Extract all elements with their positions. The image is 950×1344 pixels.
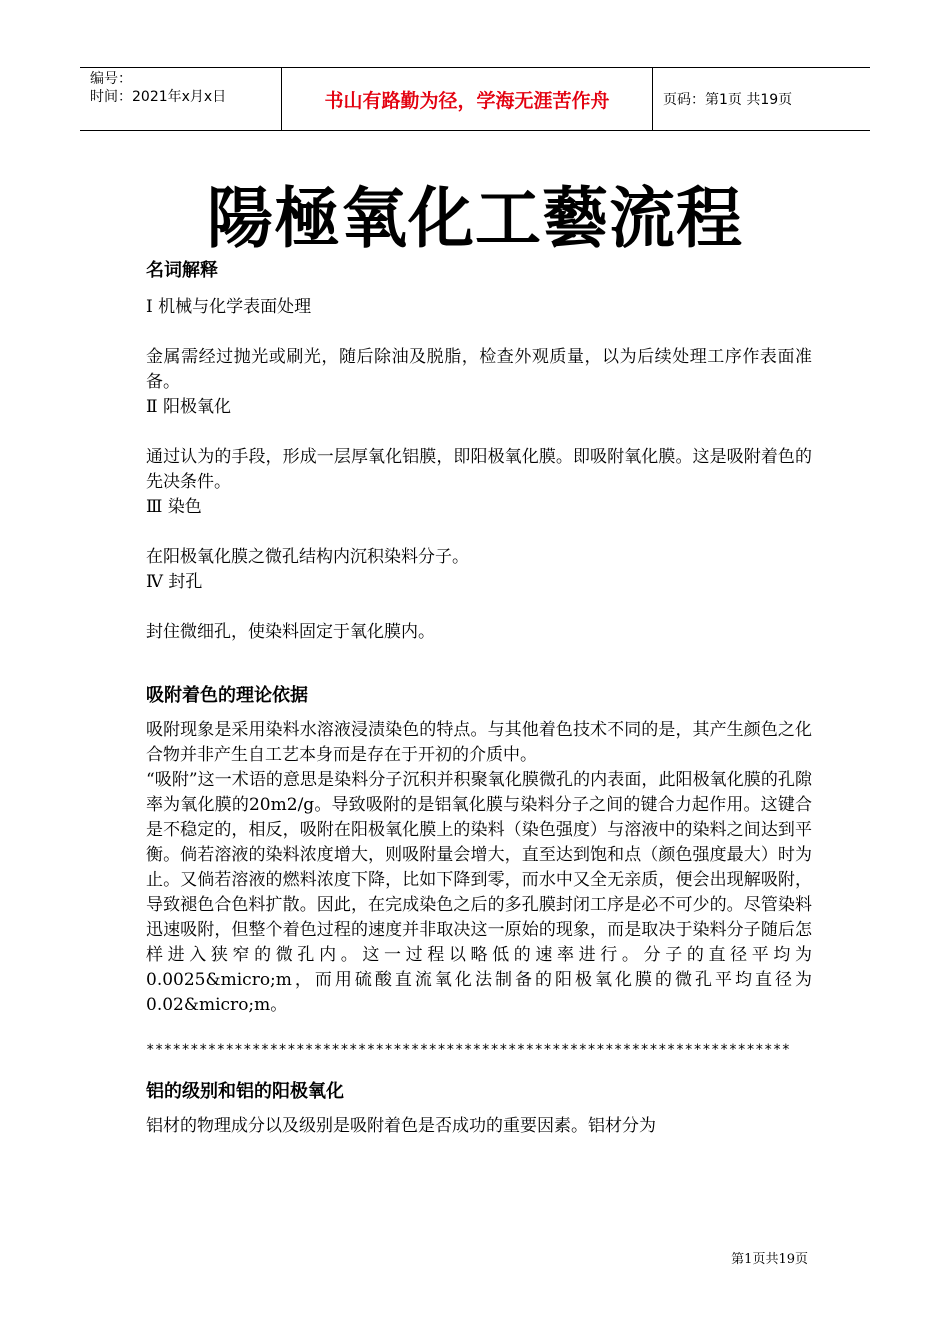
separator-line: ************************************************************************* — [146, 1042, 791, 1058]
document-body — [146, 258, 812, 1139]
aluminum-paragraph-1: 铝材的物理成分以及级别是吸附着色是否成功的重要因素。铝材分为 — [146, 1116, 656, 1136]
theory-paragraph-2: “吸附”这一术语的意思是染料分子沉积并积聚氧化膜微孔的内表面，此阳极氧化膜的孔隙率为氧化膜的20m2/g。导致吸附的是铝氧化膜与染料分子之间的键合力起作用。这键合是不稳定的，相反，吸附在阳极氧化膜上的染料（染色强度）与溶液中的染料之间达到平衡。倘若溶液的染料浓度增大，则吸附量会增大，直至达到饱和点（颜色强度最大）时为止。又倘若溶液的燃料浓度下降，比如下降到零，而水中又全无亲质，便会出现解吸附，导致褪色合色料扩散。因此，在完成染色之后的多孔膜封闭工序是必不可少的。尽管染料迅速吸附，但整个着色过程的速度并非取决这一原始的现象，而是取决于染料分子随后怎样进入狭窄的微孔内。这一过程以略低的速率进行。分子的直径平均为0.0025&micro;m，而用硫酸直流氧化法制备的阳极氧化膜的微孔平均直径为0.02&micro;m。 — [146, 770, 812, 1015]
term-body-2: 通过认为的手段，形成一层厚氧化铝膜，即阳极氧化膜。即吸附氧化膜。这是吸附着色的先决条件。 — [146, 447, 812, 492]
term-title-2: Ⅱ 阳极氧化 — [146, 397, 231, 417]
term-title-3: Ⅲ 染色 — [146, 497, 202, 517]
section-heading-terms: 名词解释 — [146, 260, 218, 281]
term-body-1: 金属需经过抛光或刷光，随后除油及脱脂，检查外观质量，以为后续处理工序作表面准备。 — [146, 347, 812, 392]
page-header — [80, 67, 870, 131]
term-title-4: Ⅳ 封孔 — [146, 572, 203, 592]
number-label: 编号： — [90, 71, 132, 87]
term-body-3: 在阳极氧化膜之微孔结构内沉积染料分子。 — [146, 547, 469, 567]
header-motto: 书山有路勤为径，学海无涯苦作舟 — [282, 68, 653, 130]
page-footer: 第1页共19页 — [731, 1252, 808, 1267]
time-label: 时间：2021年x月x日 — [90, 89, 227, 105]
term-body-4: 封住微细孔，使染料固定于氧化膜内。 — [146, 622, 435, 642]
section-heading-aluminum: 铝的级别和铝的阳极氧化 — [146, 1081, 344, 1102]
header-meta — [80, 68, 282, 130]
theory-paragraph-1: 吸附现象是采用染料水溶液浸渍染色的特点。与其他着色技术不同的是，其产生颜色之化合物并非产生自工艺本身而是存在于开初的介质中。 — [146, 720, 812, 765]
header-page-info: 页码：第1页 共19页 — [663, 92, 793, 108]
section-heading-theory: 吸附着色的理论依据 — [146, 685, 308, 706]
document-title: 陽極氧化工藝流程 — [207, 180, 743, 257]
term-title-1: Ⅰ 机械与化学表面处理 — [146, 297, 312, 317]
